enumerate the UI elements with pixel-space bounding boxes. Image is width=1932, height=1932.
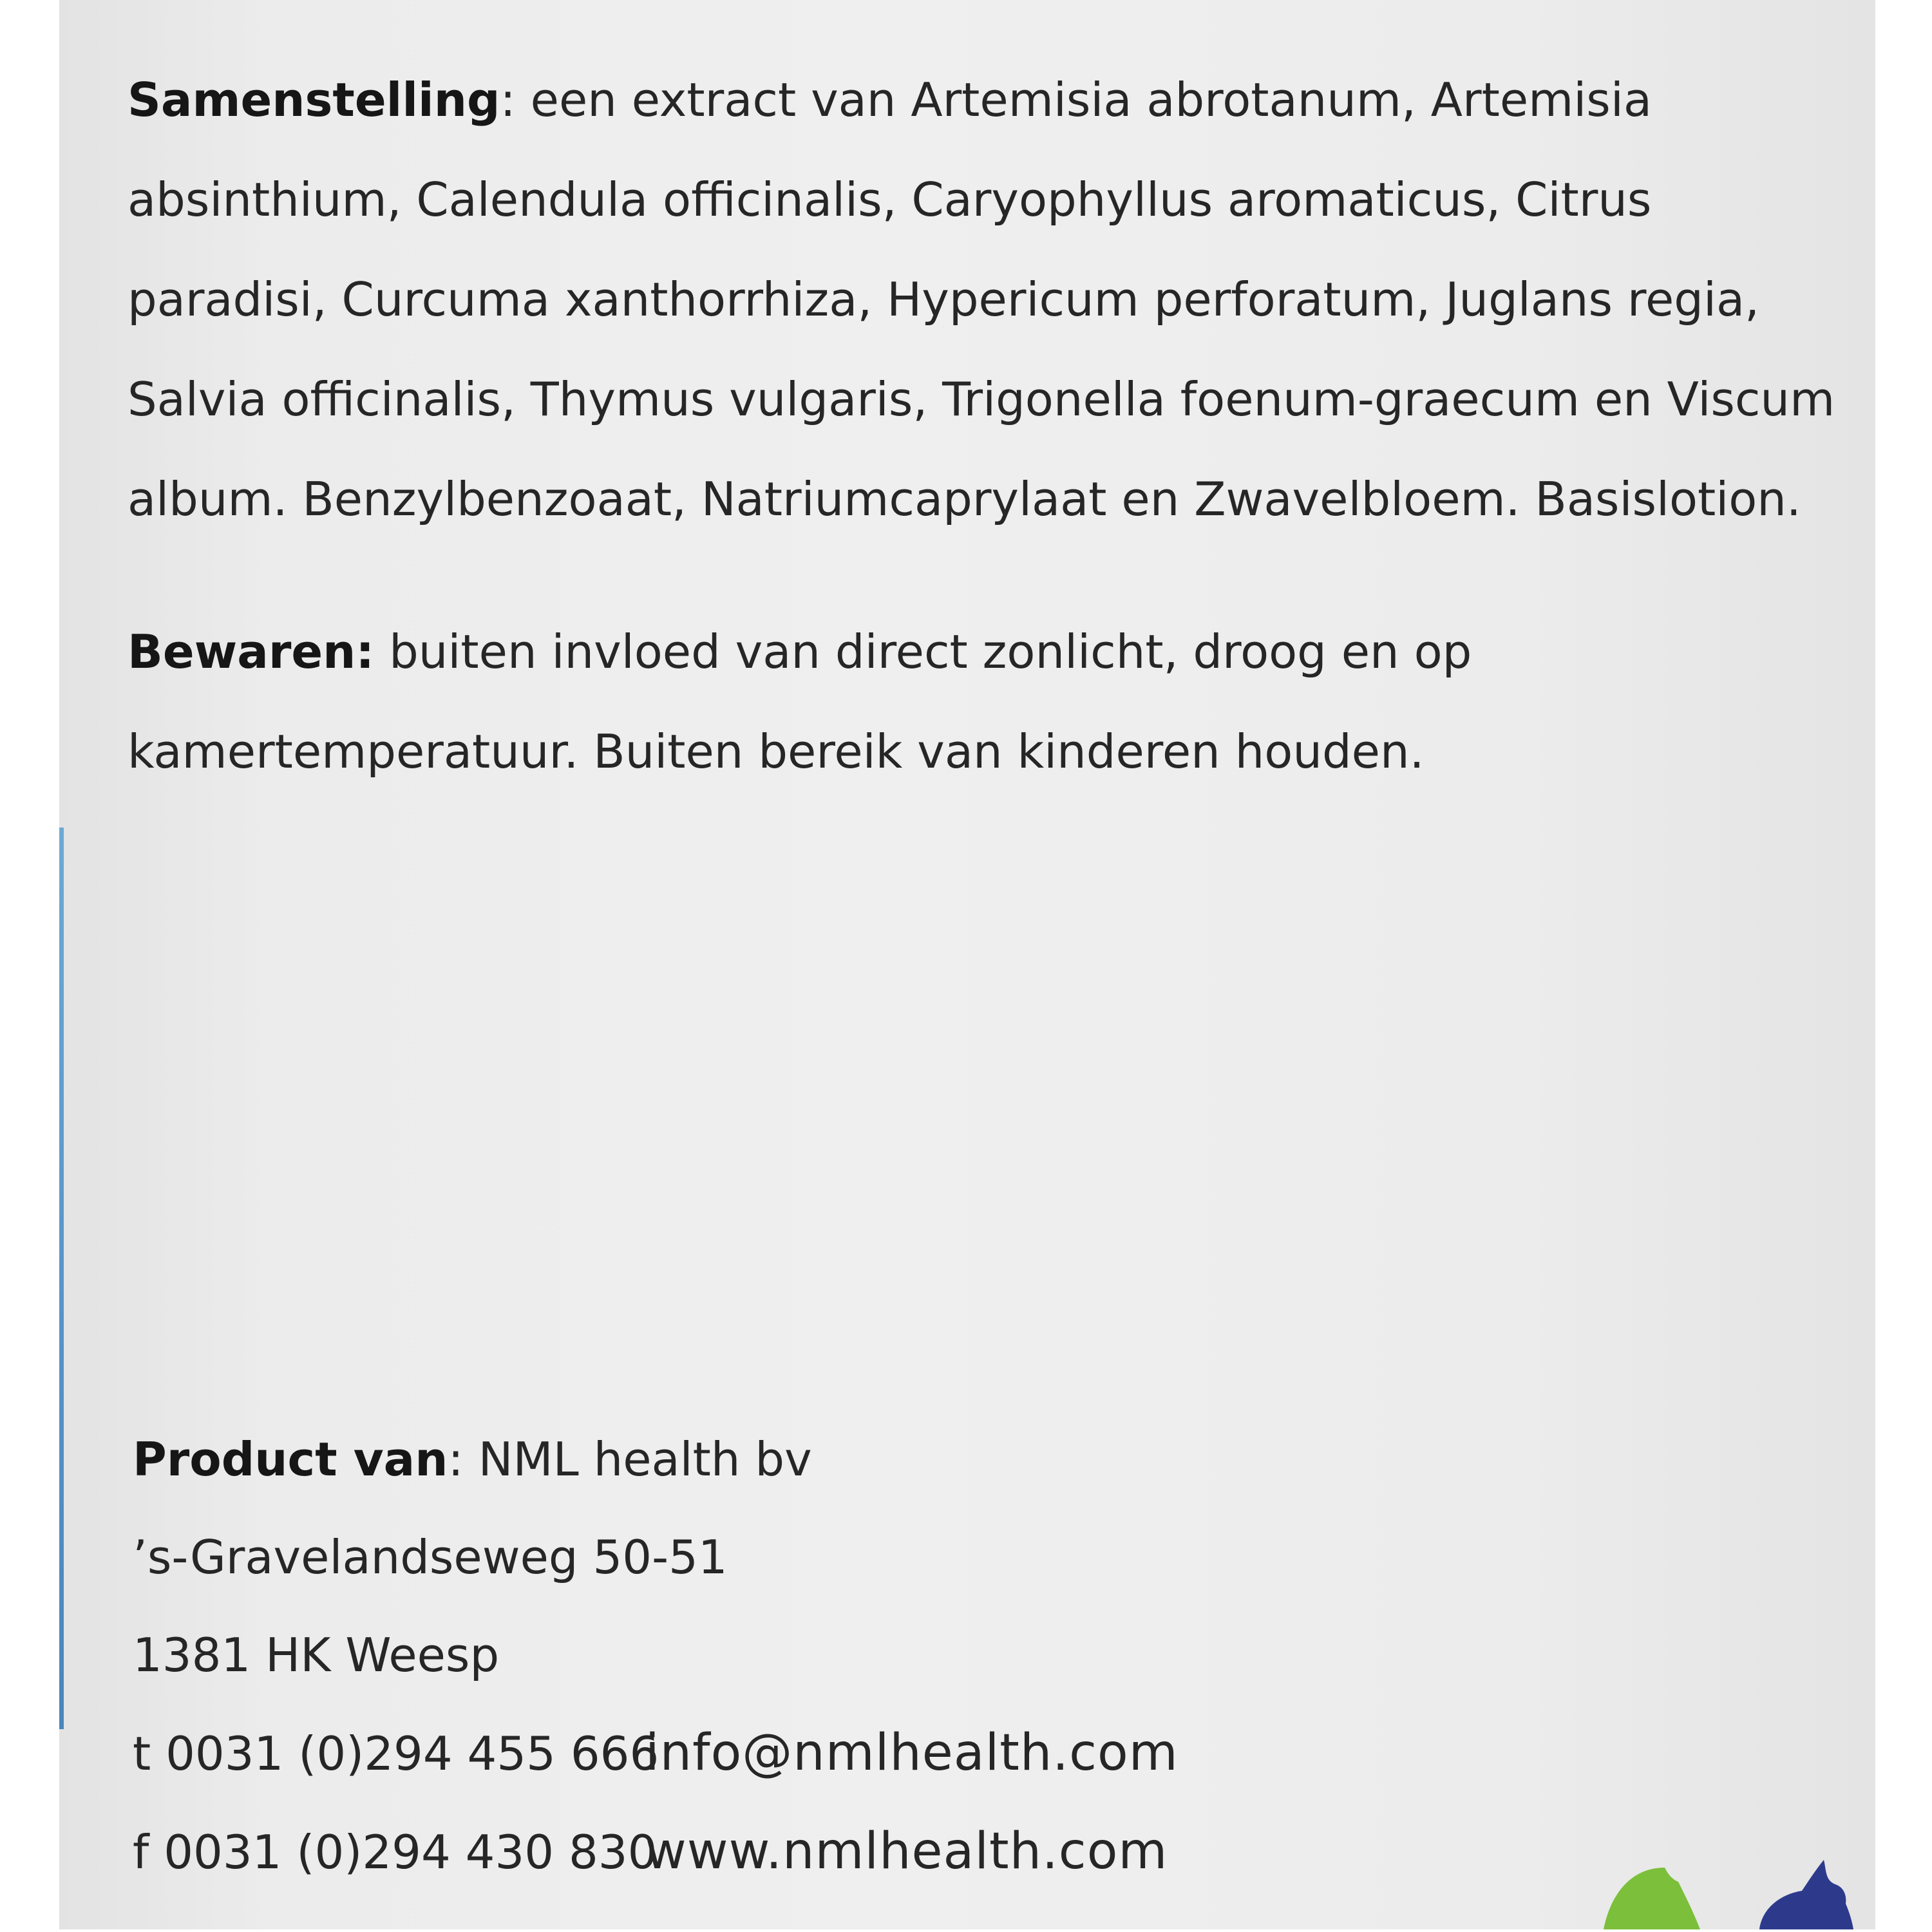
- nml-health-logo-icon: [1591, 1842, 1861, 1929]
- fax-number: f 0031 (0)294 430 830: [133, 1825, 658, 1879]
- producer-separator: :: [448, 1432, 464, 1486]
- logo-graphic: [1591, 1842, 1861, 1929]
- fax-website-line: [133, 1803, 1179, 1901]
- composition-separator: :: [500, 73, 516, 127]
- logo-animal-shape: [1759, 1860, 1853, 1929]
- producer-city: 1381 HK Weesp: [133, 1628, 500, 1682]
- producer-company: NML health bv: [463, 1432, 812, 1486]
- email-address: info@nmlhealth.com: [645, 1724, 1179, 1782]
- storage-label: Bewaren:: [128, 625, 375, 679]
- producer-line: [133, 1410, 1179, 1508]
- producer-street: ’s-Gravelandseweg 50-51: [133, 1530, 728, 1584]
- phone-number: t 0031 (0)294 455 666: [133, 1727, 659, 1781]
- phone-email-line: [133, 1704, 1179, 1803]
- producer-label: Product van: [133, 1432, 448, 1486]
- producer-contact-block: [133, 1410, 1179, 1901]
- composition-label: Samenstelling: [128, 73, 500, 127]
- composition-section: [128, 50, 1860, 549]
- label-edge-stripe: [59, 828, 64, 1729]
- storage-section: [128, 602, 1860, 802]
- storage-text: buiten invloed van direct zonlicht, droog en op kamertemperatuur. Buiten bereik van kinderen houden.: [128, 625, 1472, 779]
- website-address: www.nmlhealth.com: [645, 1823, 1168, 1880]
- logo-leaf-shape: [1604, 1868, 1700, 1929]
- composition-text: een extract van Artemisia abrotanum, Artemisia absinthium, Calendula officinalis, Caryophyllus aromaticus, Citrus paradisi, Curcuma xanthorrhiza, Hypericum perforatum, Juglans regia, Salvia officinalis, Thymus vulgaris, Trigonella foenum-graecum en Viscum album. Benzylbenzoaat, Natriumcaprylaat en Zwavelbloem. Basislotion.: [128, 73, 1835, 526]
